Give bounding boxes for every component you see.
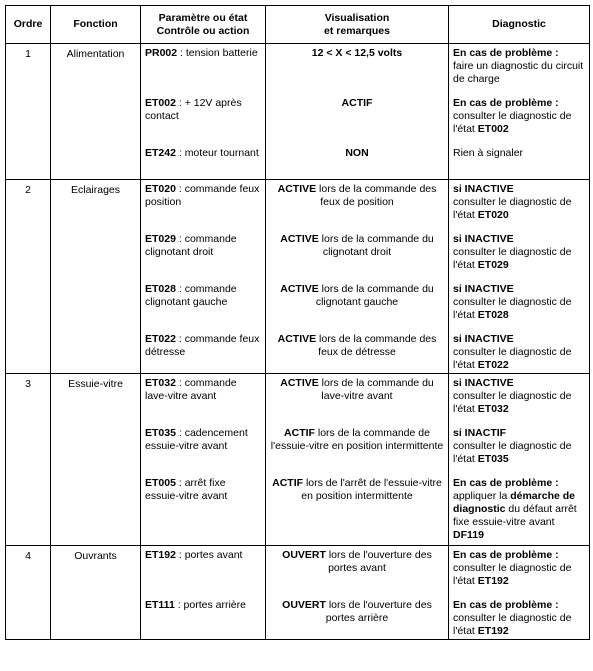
diagnostic-reference: ET022 [477, 359, 509, 371]
parametre-code: ET035 [145, 427, 176, 439]
visualisation-remark: lors de l'ouverture des portes arrière [325, 599, 432, 624]
cell-visualisation [266, 546, 449, 640]
visualisation-state: ACTIVE [277, 333, 317, 345]
diagnostic-condition: En cas de problème : [453, 47, 559, 59]
visualisation-entry [270, 147, 444, 177]
header-ordre-label: Ordre [13, 18, 43, 30]
cell-parametre [141, 374, 266, 546]
parametre-text: : + 12V après contact [145, 97, 242, 122]
cell-fonction [51, 44, 141, 180]
visualisation-entry [270, 549, 444, 599]
diagnostic-reference: ET035 [477, 453, 509, 465]
parametre-entry [145, 183, 261, 233]
diagnostic-action: consulter le diagnostic de l'état [453, 110, 572, 135]
diagnostic-entry [453, 47, 585, 97]
diagnostic-condition: si INACTIVE [453, 183, 514, 195]
ordre-value: 4 [25, 550, 31, 562]
diagnostic-action: consulter le diagnostic de l'état [453, 440, 572, 465]
parametre-entry [145, 377, 261, 427]
parametre-code: ET242 [145, 147, 176, 159]
diagnostic-entry [453, 427, 585, 477]
diagnostic-reference: ET192 [477, 575, 509, 587]
fonction-value: Alimentation [66, 48, 125, 60]
diagnostic-entry [453, 233, 585, 283]
cell-diagnostic [449, 180, 590, 374]
diagnostic-action: consulter le diagnostic de l'état [453, 296, 572, 321]
diagnostic-action: appliquer la [453, 490, 511, 502]
cell-ordre [6, 546, 51, 640]
diagnostic-condition: si INACTIVE [453, 377, 514, 389]
diagnostic-action-tail: du défaut arrêt fixe essuie-vitre avant [453, 503, 577, 528]
parametre-entry [145, 599, 261, 637]
visualisation-remark: lors de l'ouverture des portes avant [325, 549, 432, 574]
cell-diagnostic [449, 546, 590, 640]
parametre-entry [145, 477, 261, 543]
visualisation-state: 12 < X < 12,5 volts [311, 47, 403, 59]
parametre-text: : commande feux détresse [145, 333, 260, 358]
parametre-code: ET032 [145, 377, 176, 389]
diagnostic-condition: si INACTIVE [453, 283, 514, 295]
visualisation-entry [270, 599, 444, 637]
visualisation-state: ACTIVE [280, 377, 319, 389]
parametre-code: ET111 [145, 599, 175, 611]
parametre-code: ET029 [145, 233, 176, 245]
parametre-text: : moteur tournant [175, 147, 259, 159]
visualisation-remark: lors de la commande du lave-vitre avant [318, 377, 434, 402]
cell-fonction [51, 546, 141, 640]
header-diagnostic-label: Diagnostic [492, 18, 546, 30]
ordre-value: 3 [25, 378, 31, 390]
cell-visualisation [266, 374, 449, 546]
table-body [6, 44, 590, 640]
diagnostic-condition: En cas de problème : [453, 599, 559, 611]
table-row [6, 546, 590, 640]
visualisation-remark: lors de l'arrêt de l'essuie-vitre en position intermittente [301, 477, 442, 502]
table-row [6, 374, 590, 546]
diagnostic-entry [453, 599, 585, 637]
header-ordre [6, 6, 51, 44]
header-visu-line1: Visualisation [324, 11, 390, 24]
diagnostic-condition: si INACTIVE [453, 333, 514, 345]
cell-parametre [141, 44, 266, 180]
cell-fonction [51, 180, 141, 374]
parametre-entry [145, 427, 261, 477]
header-visualisation [266, 6, 449, 44]
parametre-entry [145, 47, 261, 97]
header-row [6, 6, 590, 44]
diagnostic-entry [453, 333, 585, 371]
cell-fonction [51, 374, 141, 546]
visualisation-state: ACTIF [341, 97, 373, 109]
diagnostic-reference: démarche de diagnostic [453, 490, 575, 515]
visualisation-state: NON [345, 147, 369, 159]
diagnostic-condition: si INACTIVE [453, 233, 514, 245]
visualisation-state: ACTIVE [277, 183, 317, 195]
header-parametre-line1: Paramètre ou état [158, 11, 248, 24]
visualisation-state: ACTIF [272, 477, 304, 489]
diagnostic-action: consulter le diagnostic de l'état [453, 246, 572, 271]
diagnostic-reference: ET002 [477, 123, 509, 135]
diagnostic-fault-code: DF119 [453, 529, 484, 541]
cell-ordre [6, 374, 51, 546]
cell-visualisation [266, 180, 449, 374]
parametre-code: PR002 [145, 47, 178, 59]
parametre-code: ET005 [145, 477, 176, 489]
visualisation-state: OUVERT [282, 549, 326, 561]
parametre-text: : cadencement essuie-vitre avant [145, 427, 248, 452]
diagnostic-reference: ET029 [477, 259, 509, 271]
visualisation-entry [270, 377, 444, 427]
visualisation-remark: lors de la commande de l'essuie-vitre en position intermittente [270, 427, 444, 452]
parametre-entry [145, 147, 261, 177]
diagnostic-condition: En cas de problème : [453, 549, 559, 561]
diagnostic-reference: ET028 [477, 309, 509, 321]
table-row [6, 180, 590, 374]
parametre-code: ET020 [145, 183, 176, 195]
diagnostic-action: consulter le diagnostic de l'état [453, 196, 572, 221]
diagnostic-action: Rien à signaler [453, 147, 524, 159]
header-fonction-label: Fonction [73, 18, 118, 30]
cell-parametre [141, 180, 266, 374]
diagnostic-action: consulter le diagnostic de l'état [453, 346, 572, 371]
parametre-text: : commande lave-vitre avant [145, 377, 237, 402]
diagnostic-action: consulter le diagnostic de l'état [453, 562, 572, 587]
header-parametre-line2: Contrôle ou action [156, 24, 250, 37]
parametre-entry [145, 233, 261, 283]
diagnostic-action: consulter le diagnostic de l'état [453, 612, 572, 637]
cell-diagnostic [449, 44, 590, 180]
diagnostic-reference: ET020 [477, 209, 509, 221]
cell-parametre [141, 546, 266, 640]
parametre-text: : arrêt fixe essuie-vitre avant [145, 477, 228, 502]
visualisation-entry [270, 183, 444, 233]
parametre-text: : commande clignotant droit [145, 233, 237, 258]
fonction-value: Eclairages [70, 184, 121, 196]
header-diagnostic [449, 6, 590, 44]
diagnostic-condition: si INACTIF [453, 427, 507, 439]
visualisation-state: OUVERT [282, 599, 326, 611]
header-visu-line2: et remarques [324, 24, 390, 37]
parametre-code: ET028 [145, 283, 176, 295]
parametre-code: ET022 [145, 333, 176, 345]
visualisation-entry [270, 283, 444, 333]
fonction-value: Ouvrants [74, 550, 117, 562]
diagnostic-action: faire un diagnostic du circuit de charge [453, 60, 584, 85]
visualisation-entry [270, 97, 444, 147]
diagnostic-condition: En cas de problème : [453, 477, 559, 489]
table-row [6, 44, 590, 180]
parametre-code: ET002 [145, 97, 176, 109]
header-parametre [141, 6, 266, 44]
visualisation-entry [270, 477, 444, 543]
diagnostic-condition: En cas de problème : [453, 97, 559, 109]
parametre-text: : portes arrière [174, 599, 246, 611]
parametre-text: : portes avant [175, 549, 243, 561]
cell-diagnostic [449, 374, 590, 546]
diagnostic-entry [453, 377, 585, 427]
parametre-text: : commande clignotant gauche [145, 283, 237, 308]
diagnostic-entry [453, 183, 585, 233]
visualisation-entry [270, 233, 444, 283]
visualisation-entry [270, 47, 444, 97]
ordre-value: 1 [25, 48, 31, 60]
parametre-entry [145, 97, 261, 147]
diagnostic-action: consulter le diagnostic de l'état [453, 390, 572, 415]
diagnostic-entry [453, 283, 585, 333]
visualisation-entry [270, 427, 444, 477]
parametre-entry [145, 333, 261, 371]
visualisation-remark: lors de la commande du clignotant gauche [315, 283, 434, 308]
diagnostic-entry [453, 477, 585, 543]
diagnostic-entry [453, 147, 585, 177]
visualisation-state: ACTIVE [280, 283, 319, 295]
parametre-code: ET192 [145, 549, 176, 561]
diagnostic-table [5, 5, 590, 640]
visualisation-remark: lors de la commande du clignotant droit [318, 233, 434, 258]
visualisation-state: ACTIF [284, 427, 315, 439]
diagnostic-reference: ET192 [477, 625, 509, 637]
visualisation-entry [270, 333, 444, 371]
visualisation-state: ACTIVE [280, 233, 319, 245]
visualisation-remark: lors de la commande des feux de détresse [316, 333, 437, 358]
parametre-entry [145, 283, 261, 333]
header-fonction [51, 6, 141, 44]
diagnostic-entry [453, 549, 585, 599]
parametre-entry [145, 549, 261, 599]
cell-ordre [6, 180, 51, 374]
parametre-text: : commande feux position [145, 183, 260, 208]
diagnostic-reference: ET032 [477, 403, 509, 415]
fonction-value: Essuie-vitre [68, 378, 123, 390]
diagnostic-entry [453, 97, 585, 147]
visualisation-remark: lors de la commande des feux de position [316, 183, 437, 208]
cell-ordre [6, 44, 51, 180]
ordre-value: 2 [25, 184, 31, 196]
cell-visualisation [266, 44, 449, 180]
parametre-text: : tension batterie [177, 47, 258, 59]
